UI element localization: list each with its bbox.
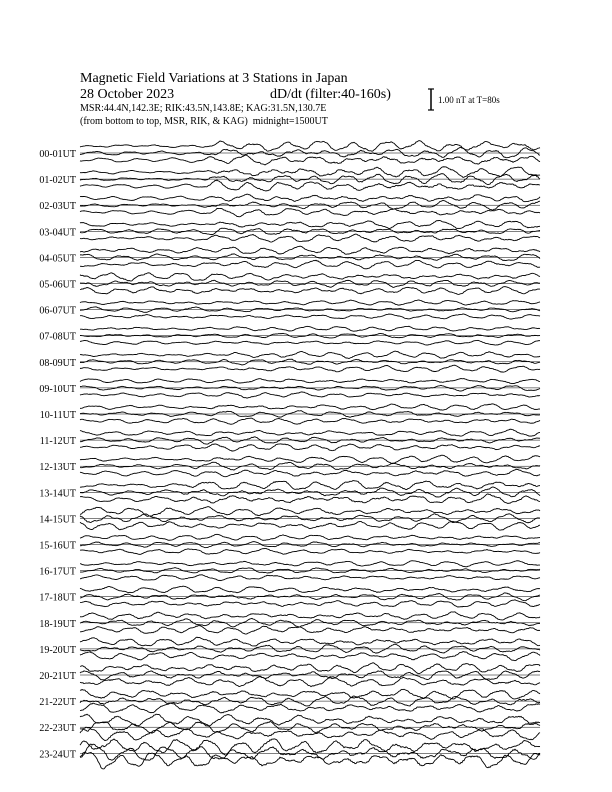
chart-quantity: dD/dt (filter:40-160s)	[270, 87, 391, 102]
hour-label: 18-19UT	[39, 618, 76, 630]
trace-rik	[80, 280, 540, 287]
trace-msr	[80, 676, 540, 686]
trace-rik	[80, 568, 540, 573]
trace-kag	[80, 612, 540, 620]
trace-msr	[80, 260, 540, 269]
hour-label: 09-10UT	[39, 383, 76, 395]
hour-label: 00-01UT	[39, 149, 76, 160]
trace-rik	[80, 385, 540, 391]
trace-kag	[80, 507, 540, 517]
trace-kag	[80, 637, 540, 646]
station-order-note: (from bottom to top, MSR, RIK, & KAG)	[80, 116, 248, 127]
trace-kag	[80, 429, 540, 436]
trace-rik	[80, 671, 540, 680]
trace-rik	[80, 359, 540, 365]
hour-label: 19-20UT	[39, 644, 76, 656]
trace-kag	[80, 561, 540, 567]
trace-msr	[80, 287, 540, 295]
hour-label: 01-02UT	[39, 175, 76, 187]
midnight-note: midnight=1500UT	[252, 116, 328, 127]
trace-msr	[80, 208, 540, 216]
trace-msr	[80, 314, 540, 319]
scale-label: 1.00 nT at T=80s	[438, 95, 500, 105]
trace-kag	[80, 351, 540, 358]
hour-label: 06-07UT	[39, 305, 76, 317]
trace-msr	[80, 365, 540, 372]
trace-kag	[80, 586, 540, 593]
trace-msr	[80, 521, 540, 530]
trace-kag	[80, 220, 540, 228]
hour-label: 14-15UT	[39, 514, 76, 526]
hour-label: 13-14UT	[39, 488, 76, 500]
hour-label: 08-09UT	[39, 357, 76, 369]
trace-msr	[80, 392, 540, 398]
trace-kag	[80, 141, 540, 152]
hour-label: 03-04UT	[39, 227, 76, 239]
station-coordinates: MSR:44.4N,142.3E; RIK:43.5N,143.8E; KAG:31.5N,130.7E	[80, 103, 327, 114]
chart-title: Magnetic Field Variations at 3 Stations in Japan	[80, 71, 348, 86]
trace-kag	[80, 326, 540, 331]
hour-label: 20-21UT	[39, 671, 76, 682]
hour-label: 04-05UT	[39, 253, 76, 265]
trace-kag	[80, 481, 540, 490]
trace-msr	[80, 548, 540, 554]
trace-kag	[80, 534, 540, 540]
trace-kag	[80, 167, 540, 178]
trace-msr	[80, 340, 540, 345]
chart-date: 28 October 2023	[80, 87, 175, 102]
trace-msr	[80, 652, 540, 661]
hour-label: 11-12UT	[39, 436, 76, 448]
trace-kag	[80, 455, 540, 463]
trace-msr	[80, 155, 540, 165]
hour-label: 07-08UT	[39, 331, 76, 343]
trace-msr	[80, 444, 540, 451]
trace-kag	[80, 273, 540, 281]
trace-kag	[80, 246, 540, 254]
hour-label: 22-23UT	[39, 723, 76, 735]
trace-msr	[80, 418, 540, 424]
trace-kag	[80, 714, 540, 726]
trace-kag	[80, 300, 540, 305]
trace-msr	[80, 494, 540, 504]
trace-msr	[80, 626, 540, 634]
trace-kag	[80, 194, 540, 202]
hour-label: 05-06UT	[39, 279, 76, 291]
hour-label: 02-03UT	[39, 201, 76, 213]
trace-msr	[80, 180, 540, 191]
hour-label: 17-18UT	[39, 592, 76, 604]
hour-label: 16-17UT	[39, 566, 76, 578]
hour-label: 12-13UT	[39, 462, 76, 474]
hour-label: 23-24UT	[39, 749, 76, 761]
trace-kag	[80, 689, 540, 699]
hour-label: 21-22UT	[39, 697, 76, 709]
trace-kag	[80, 404, 540, 410]
trace-kag	[80, 739, 540, 755]
trace-kag	[80, 379, 540, 384]
trace-rik	[80, 437, 540, 444]
trace-rik	[80, 487, 540, 497]
trace-msr	[80, 600, 540, 607]
hour-label: 10-11UT	[39, 410, 76, 421]
trace-kag	[80, 663, 540, 674]
trace-msr	[80, 469, 540, 476]
hour-label: 15-16UT	[39, 540, 76, 552]
trace-msr	[80, 575, 540, 581]
trace-msr	[80, 234, 540, 242]
